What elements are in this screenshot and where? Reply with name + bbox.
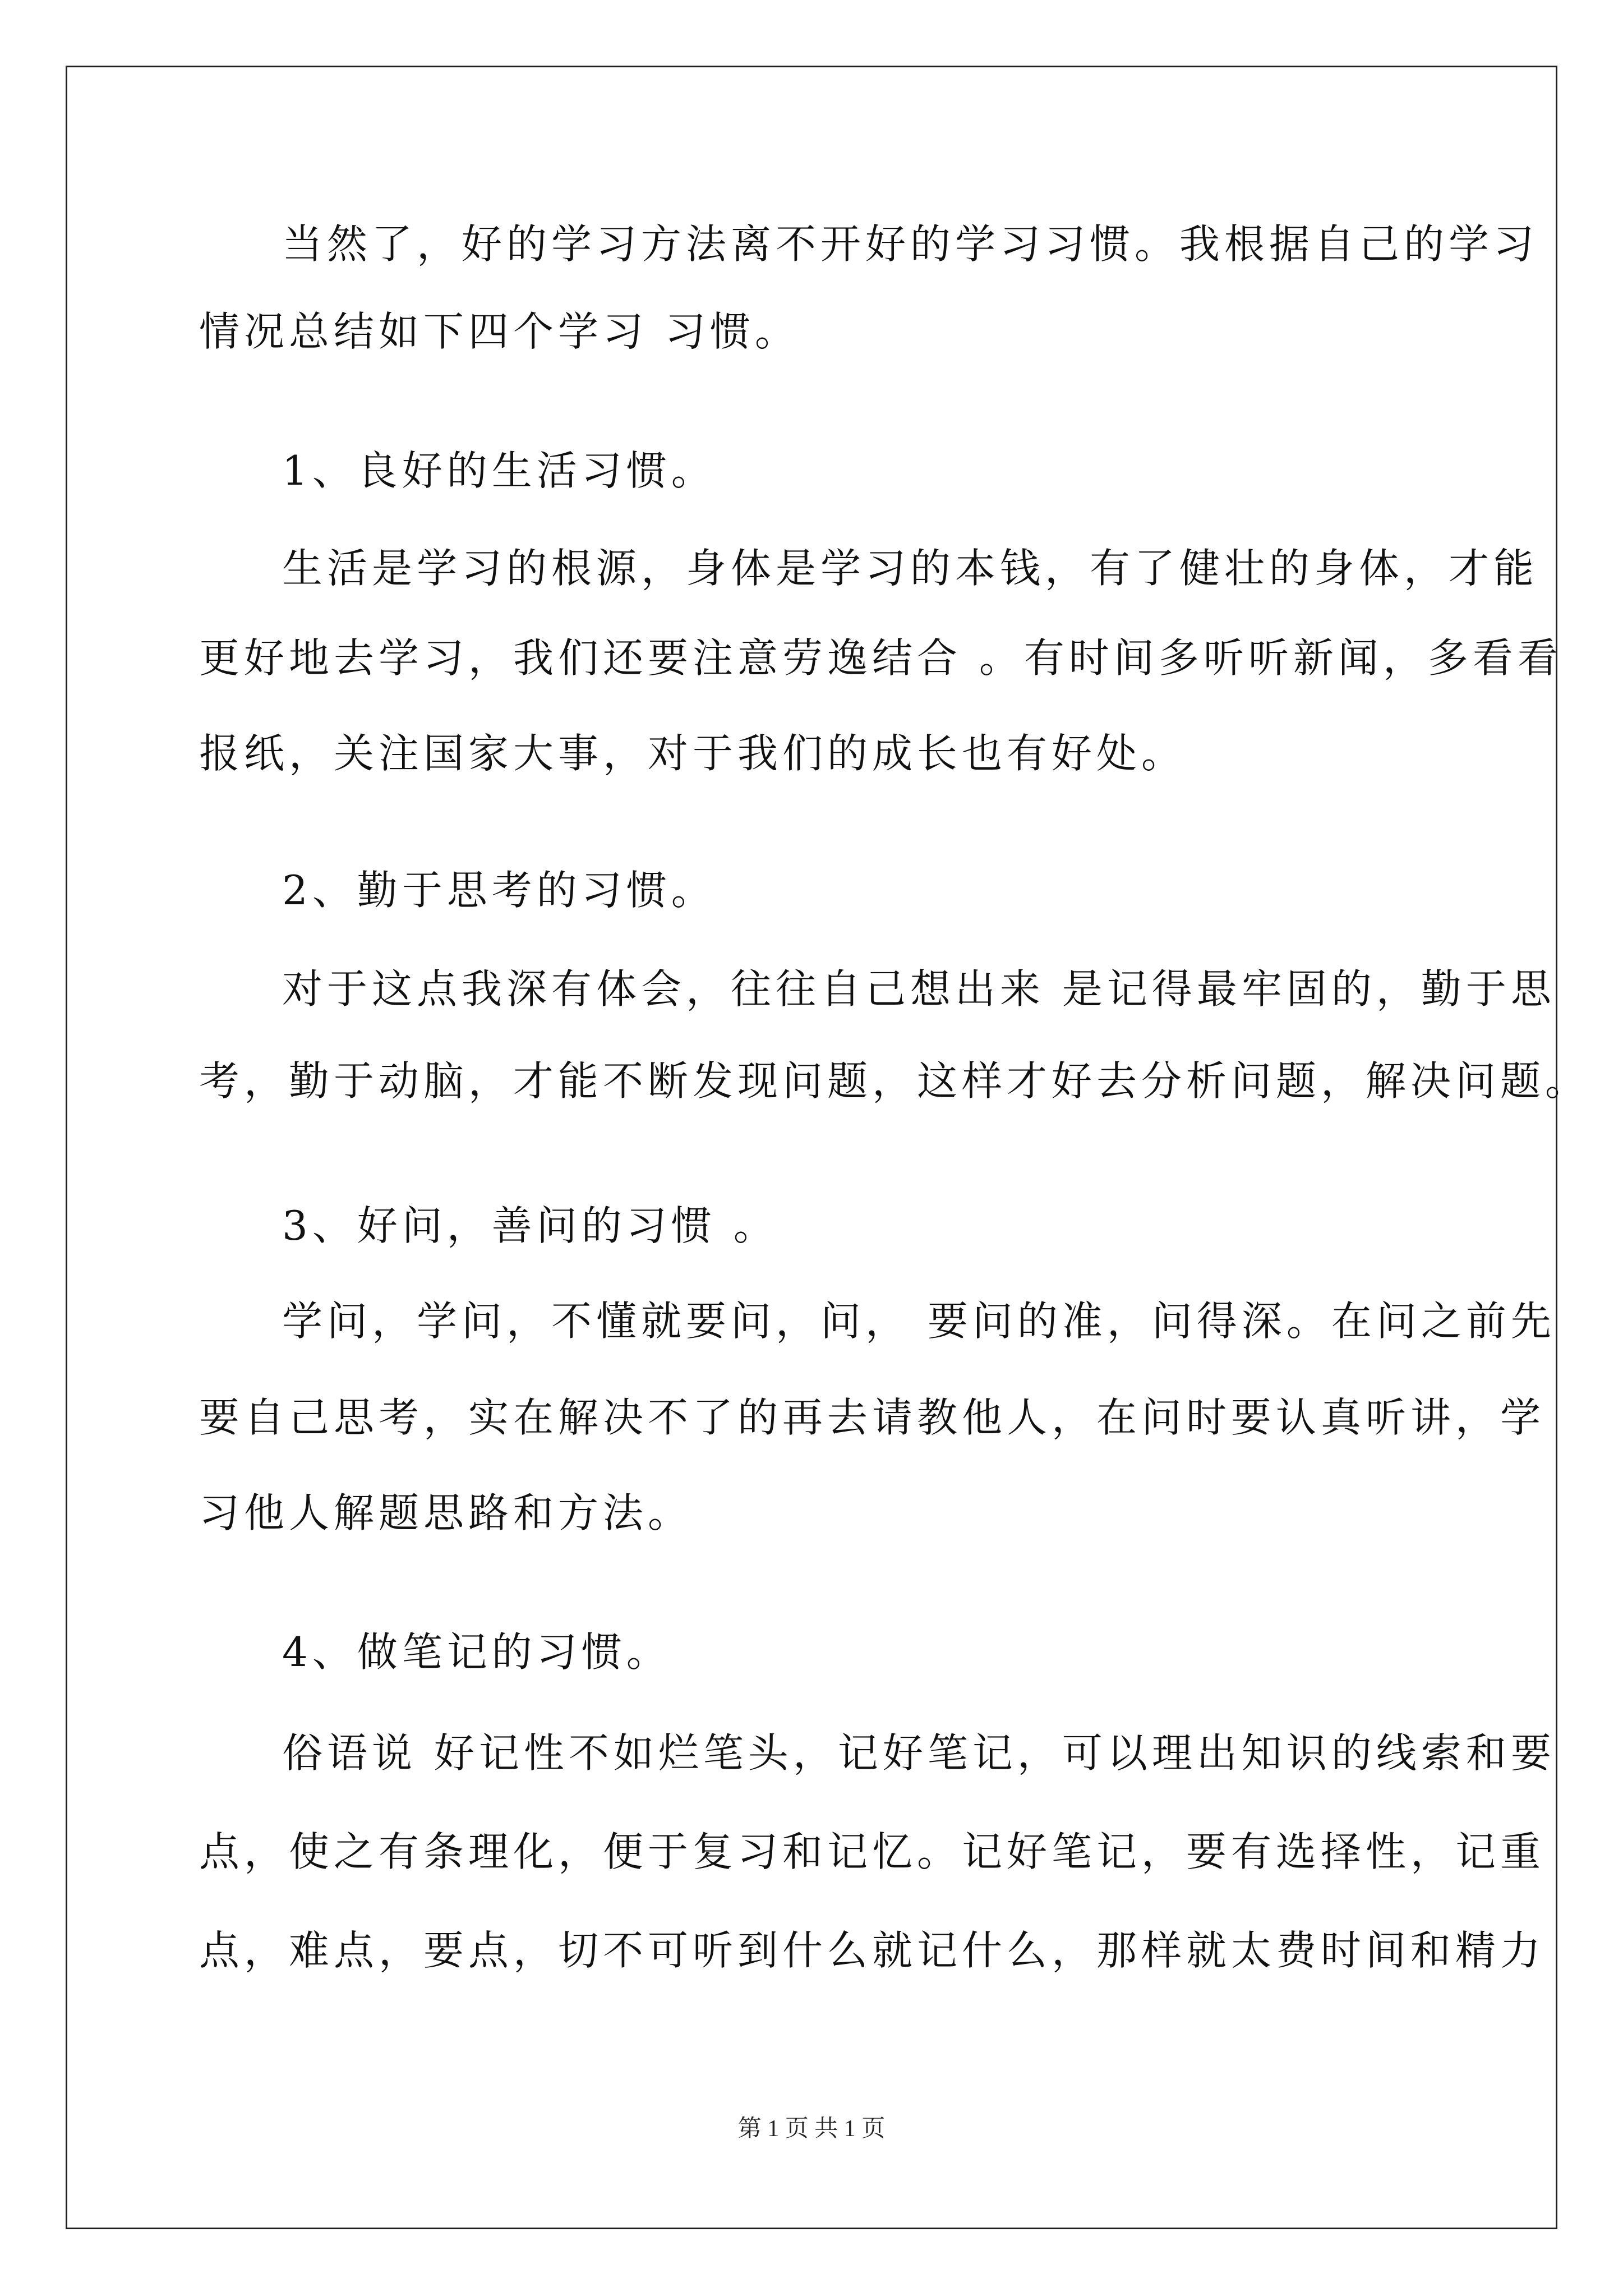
paragraph-line: 报纸，关注国家大事，对于我们的成长也有好处。 — [199, 730, 1187, 777]
list-heading: 2、勤于思考的习惯。 — [282, 867, 716, 914]
paragraph-line: 更好地去学习，我们还要注意劳逸结合 。有时间多听听新闻，多看看 — [199, 634, 1562, 682]
paragraph-line: 生活是学习的根源，身体是学习的本钱，有了健壮的身体，才能 — [282, 545, 1539, 592]
list-heading: 1、良好的生活习惯。 — [282, 447, 716, 494]
paragraph-line: 考，勤于动脑，才能不断发现问题，这样才好去分析问题，解决问题。 — [199, 1057, 1590, 1105]
list-heading: 4、做笔记的习惯。 — [282, 1628, 671, 1676]
paragraph-line: 俗语说 好记性不如烂笔头，记好笔记，可以理出知识的线索和要 — [282, 1729, 1556, 1777]
paragraph-line: 点，难点，要点，切不可听到什么就记什么，那样就太费时间和精力 — [199, 1927, 1546, 1974]
paragraph-line: 学问，学问，不懂就要问，问， 要问的准，问得深。在问之前先 — [282, 1297, 1556, 1345]
paragraph-line: 情况总结如下四个学习 习惯。 — [199, 308, 800, 355]
page-number: 第 1 页 共 1 页 — [737, 2116, 886, 2142]
list-heading: 3、好问，善问的习惯 。 — [282, 1202, 778, 1249]
paragraph-line: 要自己思考，实在解决不了的再去请教他人，在问时要认真听讲，学 — [199, 1394, 1546, 1441]
paragraph-line: 点，使之有条理化，便于复习和记忆。记好笔记，要有选择性，记重 — [199, 1828, 1546, 1875]
paragraph-line: 习他人解题思路和方法。 — [199, 1489, 693, 1536]
paragraph-line: 对于这点我深有体会，往往自己想出来 是记得最牢固的，勤于思 — [282, 965, 1556, 1013]
page-border — [66, 66, 1557, 2229]
paragraph-line: 当然了，好的学习方法离不开好的学习习惯。我根据自己的学习 — [282, 220, 1539, 268]
